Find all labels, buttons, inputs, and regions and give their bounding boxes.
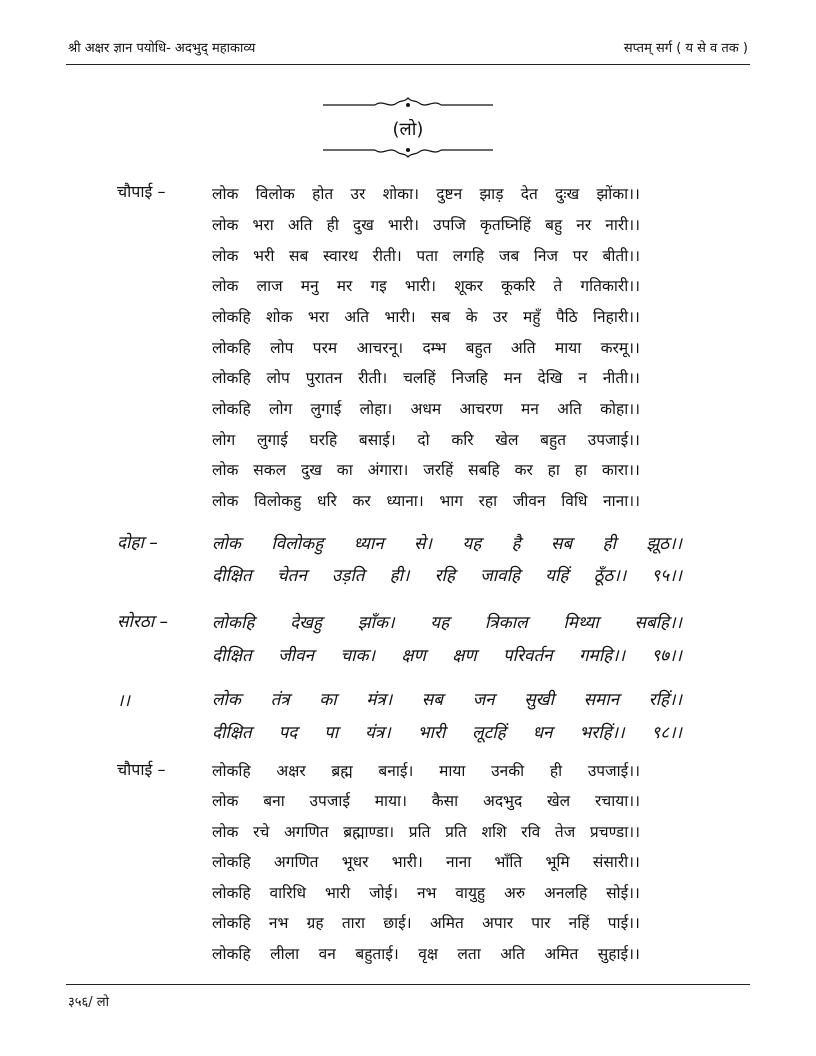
verse-line: दीक्षित जीवन चाक। क्षण क्षण परिवर्तन गमहि।। ९७।।: [212, 646, 682, 666]
verse-line: लोकहि लोप परम आचरनू। दम्भ बहुत अति माया करमू।।: [212, 339, 640, 357]
verse-line: लोक तंत्र का मंत्र। सब जन सुखी समान रहिं।।: [212, 690, 682, 710]
verse-line: लोकहि देखहु झाँक। यह त्रिकाल मिथ्या सबहि।।: [212, 613, 682, 633]
verse-line: लोकहि नभ ग्रह तारा छाई। अमित अपार पार नहिं पाई।।: [212, 914, 640, 932]
verse-line: लोक भरा अति ही दुख भारी। उपजि कृतघ्निहिं बहु नर नारी।।: [212, 216, 640, 234]
verse-line: लोक रचे अगणित ब्रह्माण्डा। प्रति प्रति शशि रवि तेज प्रचण्डा।।: [212, 823, 640, 841]
verse-line: लोक लाज मनु मर गइ भारी। शूकर कूकरि ते गतिकारी।।: [212, 277, 640, 295]
verse-line: लोक विलोकहु ध्यान से। यह है सब ही झूठ।।: [212, 534, 682, 554]
verse-label-doha: दोहा –: [117, 533, 158, 553]
verse-line: लोकहि लोप पुरातन रीती। चलहिं निजहि मन देखि न नीती।।: [212, 369, 640, 387]
verse-line: दीक्षित चेतन उड़ति ही। रहि जावहि यहिं ठूँठ।। ९५।।: [212, 566, 682, 586]
verse-line: लोकहि शोक भरा अति भारी। सब के उर महुँ पैठि निहारी।।: [212, 308, 640, 326]
verse-label-chaupai: चौपाई –: [117, 182, 166, 201]
verse-line: दीक्षित पद पा यंत्र। भारी लूटहिं धन भरहिं।। ९८।।: [212, 723, 682, 743]
verse-line: लोक भरी सब स्वारथ रीती। पता लगहि जब निज पर बीती।।: [212, 247, 640, 265]
verse-line: लोक बना उपजाई माया। कैसा अदभुद खेल रचाया।।: [212, 792, 640, 810]
verse-line: लोकहि लीला वन बहुताई। वृक्ष लता अति अमित सुहाई।।: [212, 945, 640, 963]
verse-line: लोकहि लोग लुगाई लोहा। अधम आचरण मन अति कोहा।।: [212, 400, 640, 418]
verse-line: लोक सकल दुख का अंगारा। जरहिं सबहि कर हा हा कारा।।: [212, 461, 640, 479]
running-header-chapter: सप्तम् सर्ग ( य से व तक ): [623, 41, 748, 56]
top-ornament: [0, 96, 816, 116]
verse-label-sortha: सोरठा –: [117, 612, 169, 632]
bottom-ornament: [0, 143, 816, 163]
verse-line: लोकहि वारिधि भारी जोई। नभ वायुहु अरु अनलहि सोई।।: [212, 884, 640, 902]
verse-line: लोक विलोकहु धरि कर ध्याना। भाग रहा जीवन विधि नाना।।: [212, 492, 640, 510]
verse-line: लोकहि अक्षर ब्रह्म बनाई। माया उनकी ही उपजाई।।: [212, 762, 640, 780]
running-header-title: श्री अक्षर ज्ञान पयोधि- अदभुद् महाकाव्य: [68, 41, 256, 56]
section-title: (लो): [392, 119, 424, 140]
header-rule: [66, 64, 750, 65]
verse-line: लोग लुगाई घरहि बसाई। दो करि खेल बहुत उपजाई।।: [212, 431, 640, 449]
footer-rule: [66, 984, 750, 985]
page-number: ३५६/ लो: [68, 995, 109, 1010]
verse-line: लोकहि अगणित भूधर भारी। नाना भाँति भूमि संसारी।।: [212, 853, 640, 871]
verse-line: लोक विलोक होत उर शोका। दुष्टन झाड़ देत दुःख झोंका।।: [212, 185, 640, 203]
verse-label-separator: ।।: [117, 691, 130, 711]
verse-label-chaupai: चौपाई –: [117, 760, 166, 779]
